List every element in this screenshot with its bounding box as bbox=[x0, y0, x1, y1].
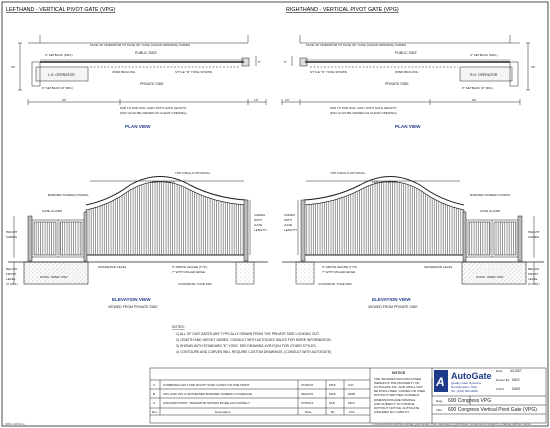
private-side-right: PRIVATE SIDE bbox=[385, 82, 409, 86]
conc-oper-pad-left: CONC. OPER. PAD bbox=[40, 275, 68, 279]
note-item-3: 3) SHOWN WITH STANDARD "E" YOKE. SEE DRAWING #VR-FQ04 FOR OTHER STYLES. bbox=[176, 344, 317, 348]
gate-guard-label-right: GATE GUARD bbox=[480, 209, 501, 213]
drawn-label: Drawn By bbox=[496, 378, 510, 382]
notice-line-1: THE INFORMATION DISCLOSED bbox=[374, 377, 422, 381]
note-item-4: 4) CONTOURS AND CURVES WILL REQUIRE CUSTOM DRAWINGS. (CONSULT WITH AUTOGATE) bbox=[176, 350, 332, 354]
height-varies-2-left: VARIES bbox=[6, 235, 18, 239]
dwg-value: 600 Congress VPG bbox=[448, 398, 492, 404]
yoke-pad-right bbox=[296, 262, 314, 284]
below-frost-left-2: LEVEL bbox=[6, 277, 16, 281]
svg-text:A: A bbox=[436, 375, 445, 389]
date-label: Date bbox=[496, 369, 503, 373]
rev-header-by: By bbox=[331, 410, 335, 414]
wind-bracing-left: WIND BRACING bbox=[112, 70, 136, 74]
setback-min-right: 3" SETBACK (MIN.) bbox=[470, 53, 498, 57]
notice-heading: NOTICE bbox=[392, 371, 406, 375]
notice-line-2: HEREIN IS THE PROPERTY OF bbox=[374, 381, 420, 385]
checked-value: DMR bbox=[512, 387, 520, 391]
below-frost-left-3: (3' MIN.) bbox=[6, 282, 18, 286]
footer-right: © Reproduction without written permission from AutoGate is prohibited. Dimensions subject to change without notice. bbox=[372, 422, 532, 426]
rev-header-chk: Chk bbox=[349, 410, 355, 414]
above-grade-1-left: 5" ABOVE GRADE (TYP.) bbox=[172, 265, 208, 269]
title-value: 600 Congress Vertical Pivot Gate (VPG) bbox=[448, 407, 537, 413]
conc-oper-pad-right: CONC. OPER. PAD bbox=[476, 275, 504, 279]
lh-operator-label: L.H. OPERATOR bbox=[48, 73, 75, 77]
height-varies-1-right: HEIGHT bbox=[528, 230, 540, 234]
pad-line2-right: (MAY ALSO BE VIEWED AS CLEAR OPENING) bbox=[330, 111, 397, 115]
rev-header-rev: Rev bbox=[152, 410, 158, 414]
pad-line1-right: PAD TO PAD WILL VARY WITH GATE LENGTH bbox=[330, 106, 397, 110]
plan-labels-left bbox=[11, 43, 261, 129]
setback-8-right: 8" SETBACK (8" MIN.) bbox=[462, 86, 494, 90]
checked-label: Chk'd bbox=[496, 387, 504, 391]
elevation-subtitle-right: VIEWED FROM PRIVATE SIDE bbox=[368, 305, 418, 309]
dim-64-left: 64" bbox=[62, 98, 67, 102]
dim-5-left: 5" bbox=[258, 60, 261, 64]
rev-row-3-by: SLB bbox=[329, 401, 335, 405]
note-item-1: 1) ALL OF OUR GATES ARE TYPICALLY DRAWN FROM THE PRIVATE SIDE LOOKING OUT. bbox=[176, 332, 320, 336]
setback-min-left: 3" SETBACK (MIN.) bbox=[45, 53, 73, 57]
dim-44-left: 44" bbox=[11, 65, 16, 69]
barrier-screen-left: BARRIER SCREEN (HGD/D) bbox=[48, 193, 89, 197]
elevation-title-right: ELEVATION VIEW bbox=[372, 297, 411, 302]
left-title: LEFTHAND - VERTICAL PIVOT GATE (VPG) bbox=[6, 7, 116, 13]
dim-13-left: 13" bbox=[254, 98, 259, 102]
rev-row-3-chk: MKS bbox=[348, 401, 355, 405]
private-side-left: PRIVATE SIDE bbox=[140, 82, 164, 86]
rev-row-2-desc: VPG AND VPL & INCREASED BARRIER SCREEN COVERAGE bbox=[163, 392, 252, 396]
concrete-yoke-pad-left: CONCRETE YOKE PAD bbox=[178, 282, 212, 286]
plan-labels-right bbox=[284, 43, 536, 129]
dim-64-right: 64" bbox=[472, 98, 477, 102]
dwg-label: Dwg. bbox=[436, 399, 444, 403]
length-varies-right: LENGTH VARIES bbox=[372, 180, 397, 184]
grade-pad-right: GRADE/PAD LEVEL bbox=[424, 265, 453, 269]
brand-name: AutoGate bbox=[451, 371, 492, 381]
rev-row-1-chk: KAY bbox=[348, 383, 354, 387]
rev-row-2-rev: B bbox=[153, 392, 156, 396]
brand-address: Northampton, Ohio bbox=[451, 385, 478, 389]
elevation-view-left bbox=[8, 177, 268, 285]
plan-view-title-left: PLAN VIEW bbox=[125, 124, 151, 129]
notice-line-8: WITHOUT NOTICE. AUTOGATE bbox=[374, 406, 420, 410]
rev-row-3-desc: UPDATED PRINT, OPERATOR SHOWN MORE ACCURATELY bbox=[163, 401, 251, 405]
top-finials-left: TOP FINIALS OPTIONAL bbox=[175, 171, 211, 175]
yoke-label-left: STYLE "D" YOKE SHOWN bbox=[175, 70, 213, 74]
vwgl-left-1: WITH bbox=[254, 218, 262, 222]
above-grade-2-left: 7" WITH MILLER EDGE bbox=[172, 270, 206, 274]
vwgl-right-3: LENGTH bbox=[284, 228, 297, 232]
rev-header-date: Date bbox=[305, 410, 312, 414]
rev-row-1-date: 07/30/16 bbox=[301, 383, 314, 387]
right-title: RIGHTHAND - VERTICAL PIVOT GATE (VPG) bbox=[286, 7, 399, 13]
notice-line-7: AND SUBJECT TO CHANGE bbox=[374, 402, 415, 406]
notes-block bbox=[172, 325, 331, 354]
length-varies-left: LENGTH VARIES bbox=[150, 180, 175, 184]
above-grade-2-right: 7" WITH MILLER EDGE bbox=[322, 270, 356, 274]
face-label-left: FACE OF OPERATOR TO FACE OF YOKE (CLEAR OPENING) VARIES bbox=[90, 43, 191, 47]
brand-tagline: Quality Gate Systems bbox=[451, 381, 481, 385]
height-varies-1-left: HEIGHT bbox=[6, 230, 18, 234]
rev-row-2-date: 06/29/15 bbox=[301, 392, 314, 396]
notice-line-4: BE DISCLOSED, COPIED OR USED bbox=[374, 389, 426, 393]
below-frost-right-0: BELOW bbox=[528, 267, 540, 271]
rev-row-3-rev: A bbox=[153, 401, 156, 405]
below-frost-right-3: (3' MIN.) bbox=[528, 282, 540, 286]
date-value: 4/13/07 bbox=[510, 369, 522, 373]
note-item-2: 2) LENGTH AND HEIGHT VARIES. CONSULT WITH AUTOGATE SALES FOR MORE INFORMATION. bbox=[176, 338, 332, 342]
top-finials-right: TOP FINIALS OPTIONAL bbox=[330, 171, 366, 175]
brand-phone: Tel: (419) 000-0000 bbox=[451, 389, 478, 393]
rev-header-desc: Description bbox=[215, 410, 231, 414]
yoke-pad-left bbox=[236, 262, 254, 284]
notice-line-5: WITHOUT WRITTEN CONSENT. bbox=[374, 393, 420, 397]
elevation-title-left: ELEVATION VIEW bbox=[112, 297, 151, 302]
notes-heading: NOTES: bbox=[172, 325, 185, 329]
below-frost-left-1: FROST bbox=[6, 272, 17, 276]
yoke-label-right: STYLE "D" YOKE SHOWN bbox=[310, 70, 348, 74]
pad-line2-left: (MAY ALSO BE VIEWED AS CLEAR OPENING) bbox=[120, 111, 187, 115]
autogate-logo bbox=[434, 370, 492, 393]
plan-view-title-right: PLAN VIEW bbox=[395, 124, 421, 129]
revision-rows bbox=[152, 383, 356, 414]
footer-left: MISC-DOW-G bbox=[5, 422, 25, 426]
rev-row-2-by: MKS bbox=[329, 392, 336, 396]
notice-line-9: ASSUMES NO LIABILITY. bbox=[374, 410, 411, 414]
vwgl-right-1: WITH bbox=[284, 218, 292, 222]
vwgl-right-2: GATE bbox=[284, 223, 293, 227]
vwgl-right-0: VARIES bbox=[284, 213, 296, 217]
pad-line1-left: PAD TO PAD WILL VARY WITH GATE LENGTH bbox=[120, 106, 187, 110]
concrete-yoke-pad-right: CONCRETE YOKE PAD bbox=[318, 282, 352, 286]
barrier-screen-right: BARRIER SCREEN (HGD/D) bbox=[470, 193, 511, 197]
elevation-subtitle-left: VIEWED FROM PRIVATE SIDE bbox=[108, 305, 158, 309]
rh-operator-label: R.H. OPERATOR bbox=[470, 73, 498, 77]
rev-row-1-desc: COMBINED LEFT AND RIGHT HAND GATES ON ONE PRINT bbox=[163, 383, 250, 387]
notice-block bbox=[374, 371, 426, 414]
setback-8-left: 8" SETBACK (8" MIN.) bbox=[42, 86, 74, 90]
dim-13-right: 13" bbox=[285, 98, 290, 102]
rev-row-1-by: MKS bbox=[329, 383, 336, 387]
below-frost-left-0: BELOW bbox=[6, 267, 18, 271]
notice-line-3: AUTOGATE INC. AND SHALL NOT bbox=[374, 385, 423, 389]
above-grade-1-right: 5" ABOVE GRADE (TYP.) bbox=[322, 265, 358, 269]
rev-row-3-date: 07/05/13 bbox=[301, 401, 314, 405]
notice-line-6: DIMENSIONS ARE NOMINAL bbox=[374, 398, 416, 402]
dim-44-right: 44" bbox=[531, 65, 536, 69]
title-label: Title: bbox=[436, 408, 443, 412]
height-varies-2-right: VARIES bbox=[528, 235, 540, 239]
below-frost-right-2: LEVEL bbox=[528, 277, 538, 281]
face-label-right: FACE OF OPERATOR TO FACE OF YOKE (CLEAR OPENING) VARIES bbox=[306, 43, 407, 47]
rev-row-1-rev: C bbox=[153, 383, 156, 387]
public-side-left: PUBLIC SIDE bbox=[135, 51, 157, 55]
gate-guard-label-left: GATE GUARD bbox=[42, 209, 63, 213]
wind-bracing-right: WIND BRACING bbox=[395, 70, 419, 74]
below-frost-right-1: FROST bbox=[528, 272, 539, 276]
grade-pad-left: GRADE/PAD LEVEL bbox=[98, 265, 127, 269]
vwgl-left-3: LENGTH bbox=[254, 228, 267, 232]
dim-5-right: 5" bbox=[284, 60, 287, 64]
rev-row-2-chk: DMR bbox=[348, 392, 356, 396]
vwgl-left-2: GATE bbox=[254, 223, 263, 227]
drawn-value: MKS bbox=[512, 378, 520, 382]
public-side-right: PUBLIC SIDE bbox=[395, 51, 417, 55]
vwgl-left-0: VARIES bbox=[254, 213, 266, 217]
